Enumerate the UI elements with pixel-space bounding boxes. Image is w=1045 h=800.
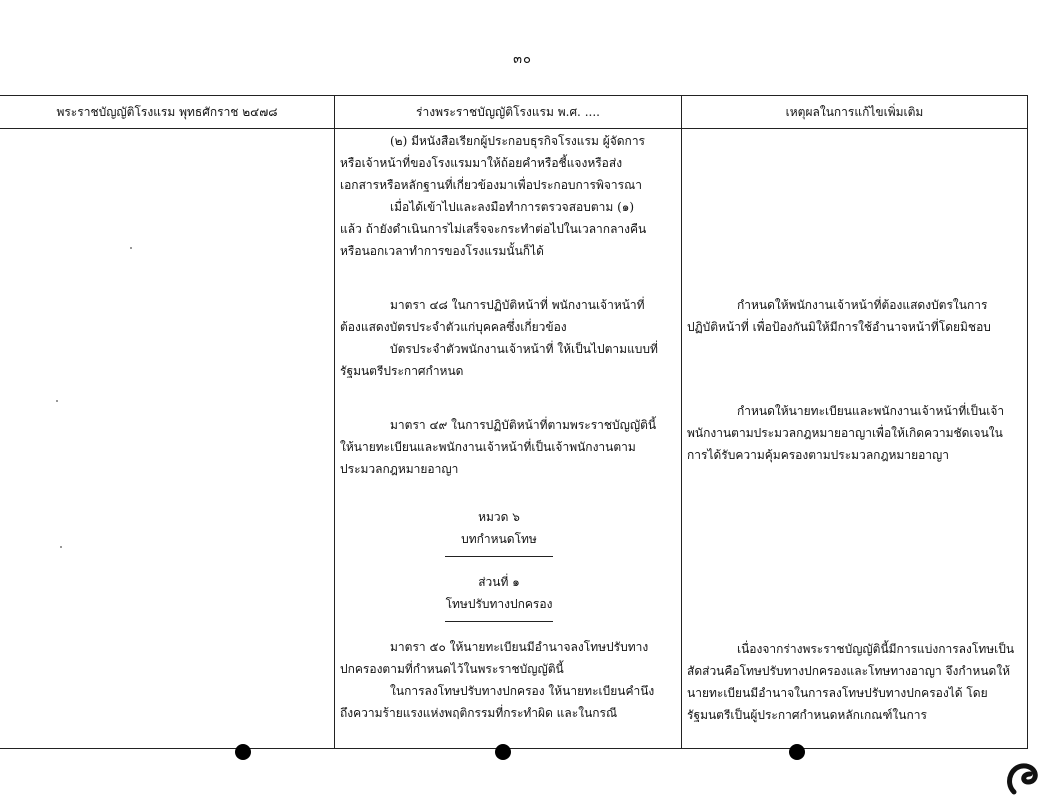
header-draft-act: ร่างพระราชบัญญัติโรงแรม พ.ศ. ....: [416, 105, 600, 119]
reason-section-49: กำหนดให้นายทะเบียนและพนักงานเจ้าหน้าที่เป็นเจ้าพนักงานตามประมวลกฎหมายอาญาเพื่อให้เกิดความชัดเจนในการได้รับความคุ้มครองตามประมวลกฎหมายอาญา: [687, 404, 1005, 462]
table-bottom-rule: [0, 748, 1028, 749]
binding-hole-middle: [495, 744, 511, 760]
header-original-act: พระราชบัญญัติโรงแรม พุทธศักราช ๒๔๗๘: [56, 105, 278, 119]
column-divider-2: [681, 95, 682, 748]
section-50-paragraph-2: ในการลงโทษปรับทางปกครอง ให้นายทะเบียนคำนึงถึงความร้ายแรงแห่งพฤติกรรมที่กระทำผิด และในกรณี: [340, 684, 655, 720]
scan-speck: [60, 546, 62, 548]
chapter-heading: [340, 506, 658, 622]
part-title: โทษปรับทางปกครอง: [445, 597, 553, 611]
section-50-paragraph-1: มาตรา ๕๐ ให้นายทะเบียนมีอำนาจลงโทษปรับทางปกครองตามที่กำหนดไว้ในพระราชบัญญัตินี้: [340, 640, 649, 676]
chapter-title: บทกำหนดโทษ: [461, 532, 537, 546]
reason-section-50: เนื่องจากร่างพระราชบัญญัตินี้มีการแบ่งการลงโทษเป็นสัดส่วนคือโทษปรับทางปกครองและโทษทางอาญา จึงกำหนดให้นายทะเบียนมีอำนาจในการลงโทษปรับทางปกครองได้ โดยรัฐมนตรีเป็นผู้ประกาศกำหนดหลักเกณฑ์ในการ: [687, 642, 1015, 722]
header-reasons: เหตุผลในการแก้ไขเพิ่มเติม: [785, 105, 924, 119]
section-48-paragraph-1: มาตรา ๔๘ ในการปฏิบัติหน้าที่ พนักงานเจ้าหน้าที่ต้องแสดงบัตรประจำตัวแก่บุคคลซึ่งเกี่ยวข้อง: [340, 298, 645, 334]
reason-section-48: กำหนดให้พนักงานเจ้าหน้าที่ต้องแสดงบัตรในการปฏิบัติหน้าที่ เพื่อป้องกันมิให้มีการใช้อำนาจหน้าที่โดยมิชอบ: [687, 298, 991, 334]
original-act-column: [0, 129, 334, 747]
binding-hole-right: [789, 744, 805, 760]
column-divider-1: [334, 95, 335, 748]
handwritten-margin-mark: [1004, 752, 1045, 800]
draft-clause-inspection-time: เมื่อได้เข้าไปและลงมือทำการตรวจสอบตาม (๑) แล้ว ถ้ายังดำเนินการไม่เสร็จจะกระทำต่อไปในเวลากลางคืนหรือนอกเวลาทำการของโรงแรมนั้นก็ได้: [340, 200, 647, 258]
draft-act-column: [340, 130, 658, 724]
section-48-paragraph-2: บัตรประจำตัวพนักงานเจ้าหน้าที่ ให้เป็นไปตามแบบที่รัฐมนตรีประกาศกำหนด: [340, 342, 658, 378]
section-49: มาตรา ๔๙ ในการปฏิบัติหน้าที่ตามพระราชบัญญัตินี้ ให้นายทะเบียนและพนักงานเจ้าหน้าที่เป็นเจ้าพนักงานตามประมวลกฎหมายอาญา: [340, 418, 657, 476]
scan-speck: [56, 400, 58, 402]
part-rule: [445, 621, 553, 622]
reasons-column: [687, 130, 1015, 726]
chapter-number: หมวด ๖: [478, 510, 520, 524]
table-right-rule: [1027, 95, 1028, 748]
binding-hole-left: [235, 744, 251, 760]
draft-clause-2: (๒) มีหนังสือเรียกผู้ประกอบธุรกิจโรงแรม ผู้จัดการหรือเจ้าหน้าที่ของโรงแรมมาให้ถ้อยคำหรือชี้แจงหรือส่งเอกสารหรือหลักฐานที่เกี่ยวข้องมาเพื่อประกอบการพิจารณา: [340, 134, 645, 192]
part-number: ส่วนที่ ๑: [478, 575, 520, 589]
chapter-rule: [445, 556, 553, 557]
page-number: ๓๐: [513, 52, 532, 67]
scan-speck: [130, 247, 132, 249]
